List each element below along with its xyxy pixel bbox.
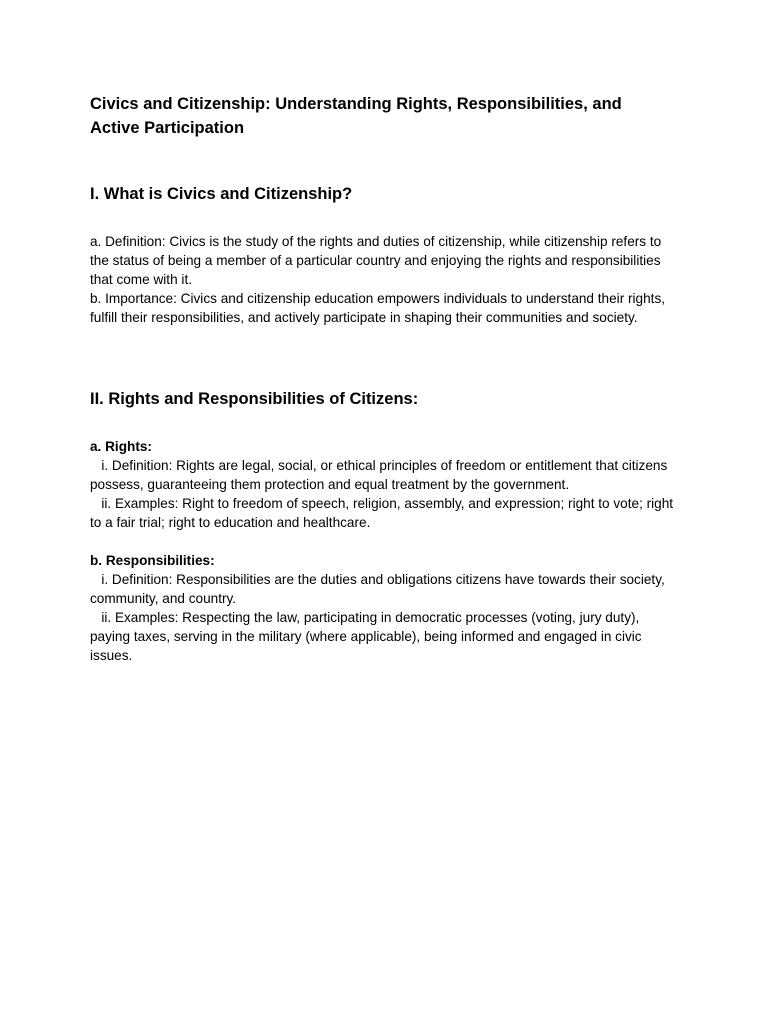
document-title: Civics and Citizenship: Understanding Rights, Responsibilities, and Active Participation bbox=[90, 95, 622, 137]
section-heading-what-is-civics: I. What is Civics and Citizenship? bbox=[90, 185, 353, 203]
rights-examples-paragraph bbox=[90, 494, 678, 532]
section-heading-rights-responsibilities: II. Rights and Responsibilities of Citizens: bbox=[90, 390, 419, 408]
rights-subheading: a. Rights: bbox=[90, 439, 152, 454]
rights-definition-text: i. Definition: Rights are legal, social, or ethical principles of freedom or entitlement that citizens possess, guaranteeing them protection and equal treatment by the government. bbox=[90, 458, 668, 492]
responsibilities-subheading: b. Responsibilities: bbox=[90, 553, 215, 568]
responsibilities-definition-text: i. Definition: Responsibilities are the duties and obligations citizens have towards their society, community, and country. bbox=[90, 572, 665, 606]
responsibilities-definition-paragraph bbox=[90, 570, 678, 608]
section-1-body bbox=[90, 232, 678, 327]
responsibilities-examples-text: ii. Examples: Respecting the law, participating in democratic processes (voting, jury duty), paying taxes, serving in the military (where applicable), being informed and engaged in civic issues. bbox=[90, 610, 642, 663]
importance-paragraph: b. Importance: Civics and citizenship education empowers individuals to understand their rights, fulfill their responsibilities, and actively participate in shaping their communities and society. bbox=[90, 291, 666, 325]
rights-definition-paragraph bbox=[90, 456, 678, 494]
rights-examples-text: ii. Examples: Right to freedom of speech, religion, assembly, and expression; right to vote; right to a fair trial; right to education and healthcare. bbox=[90, 496, 674, 530]
responsibilities-examples-paragraph bbox=[90, 608, 678, 665]
definition-paragraph: a. Definition: Civics is the study of the rights and duties of citizenship, while citizenship refers to the status of being a member of a particular country and enjoying the rights and responsibilities that come with it. bbox=[90, 234, 662, 287]
